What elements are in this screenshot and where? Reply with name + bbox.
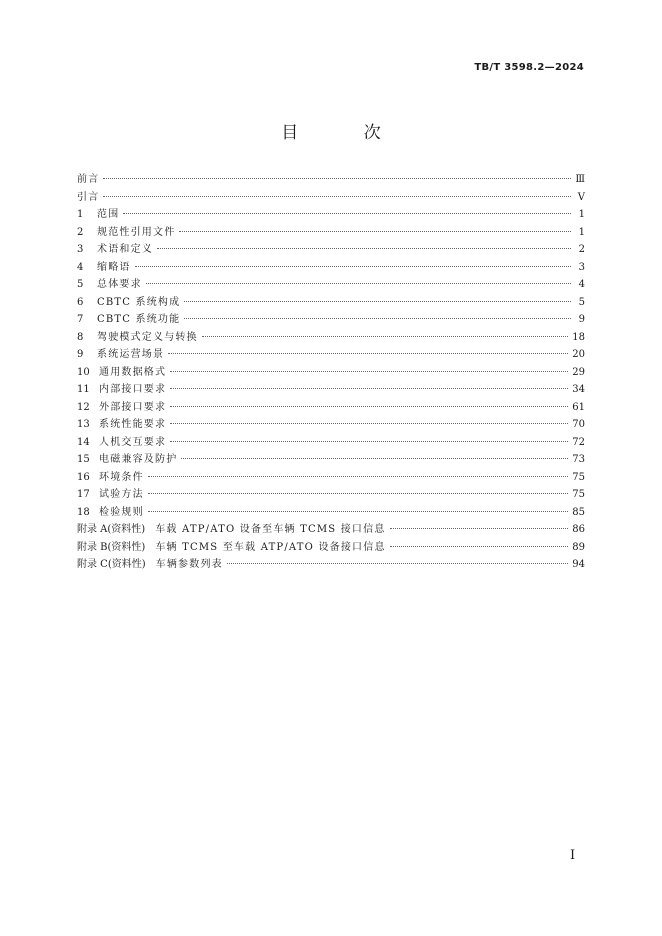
toc-entry-page: Ⅴ [577, 191, 585, 203]
toc-entry-label: 系统性能要求 [99, 419, 167, 430]
toc-entry-page: 75 [572, 489, 585, 500]
toc-entry-label: 车载 ATP/ATO 设备至车辆 TCMS 接口信息 [155, 524, 386, 535]
toc-leader-dots [170, 441, 568, 442]
toc-entry-page: 72 [572, 436, 585, 448]
toc-entry[interactable] [77, 223, 585, 241]
toc-entry[interactable] [77, 433, 585, 451]
page-title: 目 次 [281, 123, 411, 143]
page-number: Ⅰ [570, 848, 576, 863]
toc-entry-page: 9 [578, 314, 585, 325]
toc-entry-label: 电磁兼容及防护 [99, 454, 178, 465]
toc-entry-number: 15 [77, 454, 90, 465]
toc-entry-label: 环境条件 [99, 471, 144, 483]
toc-leader-dots [170, 388, 568, 389]
toc-entry-label: 外部接口要求 [99, 401, 167, 413]
toc-leader-dots [170, 406, 568, 407]
toc-entry-number: 3 [77, 244, 84, 255]
toc-entry[interactable] [77, 170, 585, 188]
toc-entry[interactable] [77, 363, 585, 381]
toc-leader-dots [146, 283, 571, 284]
toc-entry[interactable] [77, 485, 585, 503]
toc-entry-page: 3 [578, 261, 585, 273]
toc-leader-dots [103, 178, 571, 179]
toc-entry[interactable] [77, 398, 585, 416]
toc-entry-number: 5 [77, 279, 84, 290]
toc-leader-dots [181, 458, 568, 459]
toc-leader-dots [148, 493, 568, 494]
toc-entry[interactable] [77, 293, 585, 311]
toc-entry-page: 34 [572, 384, 585, 395]
toc-entry-page: 2 [578, 244, 585, 255]
toc-entry-number: 11 [77, 384, 90, 395]
toc-entry-label: 试验方法 [99, 489, 144, 500]
toc-entry-page: 86 [572, 524, 585, 535]
toc-entry[interactable] [77, 380, 585, 398]
toc-leader-dots [170, 371, 568, 372]
toc-entry-page: 1 [578, 226, 585, 238]
toc-entry-label: 术语和定义 [97, 244, 153, 255]
toc-entry-label: 缩略语 [97, 261, 131, 273]
toc-leader-dots [123, 213, 571, 214]
toc-leader-dots [179, 231, 571, 232]
toc-entry-page: 89 [572, 541, 585, 553]
toc-entry-page: 4 [578, 279, 585, 290]
toc-entry[interactable] [77, 503, 585, 521]
toc-entry-page: 18 [572, 331, 585, 343]
toc-leader-dots [227, 563, 568, 564]
toc-entry-page: 85 [572, 506, 585, 518]
toc-entry-number: 17 [77, 489, 90, 500]
toc-entry-page: 29 [572, 366, 585, 378]
toc-leader-dots [184, 301, 571, 302]
toc-entry-label: 内部接口要求 [99, 384, 167, 395]
toc-entry[interactable] [77, 555, 585, 573]
toc-entry[interactable] [77, 450, 585, 468]
toc-entry-label: 总体要求 [97, 279, 142, 290]
toc-entry-label: 驾驶模式定义与转换 [97, 331, 198, 343]
toc-entry-number: 2 [77, 226, 84, 238]
toc-leader-dots [148, 476, 568, 477]
toc-entry-label: 引言 [77, 191, 100, 203]
toc-entry-number: 附录 B(资料性) [77, 541, 146, 553]
toc-entry-page: 20 [572, 349, 585, 360]
toc-entry[interactable] [77, 538, 585, 556]
toc-entry-label: 人机交互要求 [99, 436, 167, 448]
toc-entry-number: 6 [77, 296, 84, 308]
toc-entry-label: 前言 [77, 174, 100, 185]
toc-entry-number: 10 [77, 366, 90, 378]
toc-leader-dots [390, 546, 569, 547]
toc-entry[interactable] [77, 275, 585, 293]
toc-entry-label: 规范性引用文件 [97, 226, 176, 238]
toc-leader-dots [103, 196, 571, 197]
toc-entry[interactable] [77, 205, 585, 223]
toc-entry-number: 16 [77, 471, 90, 483]
toc-entry-number: 13 [77, 419, 90, 430]
toc-entry[interactable] [77, 310, 585, 328]
toc-entry-label: 检验规则 [99, 506, 144, 518]
toc-entry-page: 73 [572, 454, 585, 465]
toc-leader-dots [390, 528, 569, 529]
toc-leader-dots [184, 318, 571, 319]
toc-entry-number: 附录 C(资料性) [77, 559, 146, 570]
toc-entry[interactable] [77, 240, 585, 258]
toc-entry[interactable] [77, 345, 585, 363]
toc-entry-number: 12 [77, 401, 90, 413]
toc-entry-label: 系统运营场景 [97, 349, 165, 360]
toc-entry-label: 车辆参数列表 [155, 559, 223, 570]
toc-entry-number: 14 [77, 436, 90, 448]
toc-entry-number: 9 [77, 349, 84, 360]
toc-entry-number: 附录 A(资料性) [77, 524, 146, 535]
toc-entry[interactable] [77, 415, 585, 433]
toc-entry-page: 94 [572, 559, 585, 570]
toc-entry-label: CBTC 系统功能 [97, 314, 181, 325]
toc-entry-page: 5 [578, 296, 585, 308]
toc-entry-page: Ⅲ [575, 174, 585, 185]
toc-entry-number: 8 [77, 331, 84, 343]
toc-leader-dots [148, 511, 568, 512]
toc-entry-label: 通用数据格式 [99, 366, 167, 378]
toc-entry-page: 70 [572, 419, 585, 430]
toc-leader-dots [170, 423, 568, 424]
toc-entry[interactable] [77, 520, 585, 538]
toc-entry-page: 61 [572, 401, 585, 413]
toc-entry-number: 18 [77, 506, 90, 518]
toc-entry-number: 1 [77, 209, 84, 220]
toc-entry-label: 范围 [97, 209, 120, 220]
toc-leader-dots [157, 248, 571, 249]
toc-entry[interactable] [77, 328, 585, 346]
toc-entry[interactable] [77, 188, 585, 206]
toc-entry-page: 1 [578, 209, 585, 220]
standard-code: TB/T 3598.2—2024 [474, 62, 584, 73]
toc-leader-dots [202, 336, 568, 337]
toc-entry-label: CBTC 系统构成 [97, 296, 181, 308]
toc-entry[interactable] [77, 258, 585, 276]
toc-entry-number: 4 [77, 261, 84, 273]
toc-entry-number: 7 [77, 314, 84, 325]
toc-entry-label: 车辆 TCMS 至车载 ATP/ATO 设备接口信息 [155, 541, 386, 553]
toc-leader-dots [168, 353, 568, 354]
toc-leader-dots [135, 266, 571, 267]
table-of-contents [77, 170, 585, 573]
toc-entry-page: 75 [572, 471, 585, 483]
toc-entry[interactable] [77, 468, 585, 486]
